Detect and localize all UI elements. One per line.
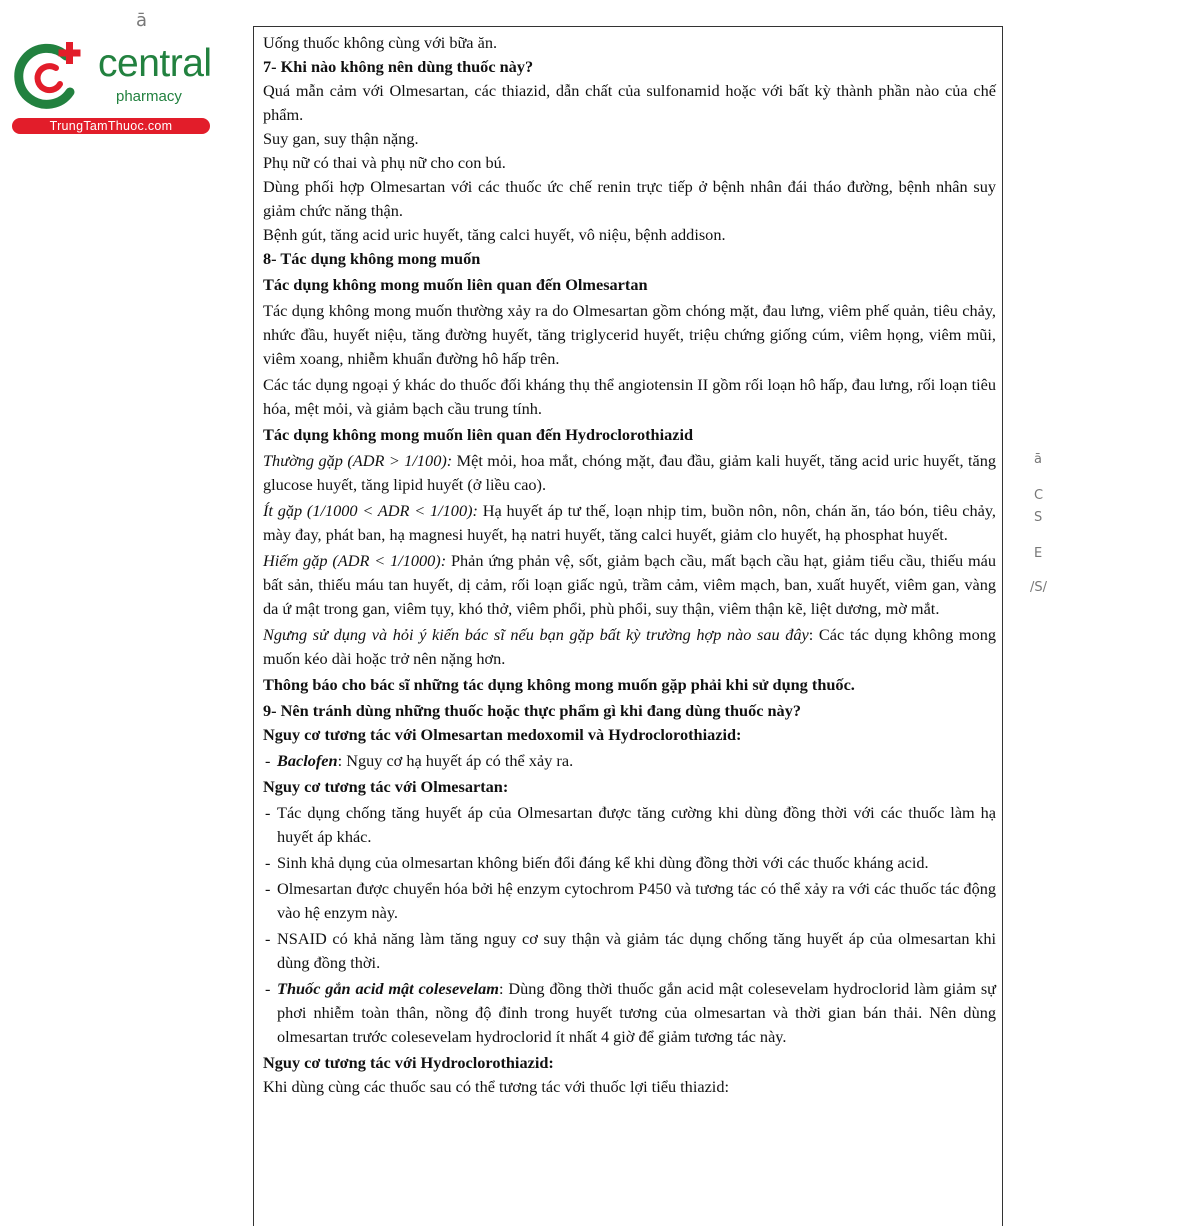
line-text: Nguy cơ tương tác với Olmesartan: — [263, 777, 509, 796]
document-line — [263, 699, 996, 723]
document-line — [263, 673, 996, 697]
document-line — [263, 775, 996, 799]
line-text: Hạ huyết áp tư thế, loạn nhịp tim, buồn nôn, nôn, chán ăn, táo bón, tiêu chảy, mày đay, phát ban, hạ magnesi huyết, hạ natri huyết, tăng calci huyết, giảm clo huyết, hạ phosphat huyết. — [263, 501, 996, 544]
line-text: Tác dụng chống tăng huyết áp của Olmesartan được tăng cường khi dùng đồng thời với các thuốc làm hạ huyết áp khác. — [277, 803, 996, 846]
margin-mark-3: E — [1034, 546, 1043, 561]
list-item — [263, 877, 996, 925]
line-text: 9- Nên tránh dùng những thuốc hoặc thực phẩm gì khi đang dùng thuốc này? — [263, 701, 801, 720]
list-item — [263, 977, 996, 1049]
list-item — [263, 749, 996, 773]
line-text: 7- Khi nào không nên dùng thuốc này? — [263, 57, 534, 76]
line-text: Mệt mỏi, hoa mắt, chóng mặt, đau đầu, giảm kali huyết, tăng acid uric huyết, tăng glucose huyết, tăng lipid huyết (ở liều cao). — [263, 451, 996, 494]
line-text: Sinh khả dụng của olmesartan không biến đổi đáng kể khi dùng đồng thời với các thuốc kháng acid. — [277, 853, 929, 872]
line-text: Bệnh gút, tăng acid uric huyết, tăng calci huyết, vô niệu, bệnh addison. — [263, 225, 726, 244]
line-text: Tác dụng không mong muốn liên quan đến Hydroclorothiazid — [263, 425, 694, 444]
document-line — [263, 31, 996, 55]
line-text: NSAID có khả năng làm tăng nguy cơ suy thận và giảm tác dụng chống tăng huyết áp của olmesartan khi dùng đồng thời. — [277, 929, 996, 972]
brand-logo — [12, 38, 212, 138]
document-line — [263, 1051, 996, 1075]
document-line — [263, 273, 996, 297]
brand-website: TrungTamThuoc.com — [12, 118, 210, 134]
document-line — [263, 79, 996, 127]
line-text: Tác dụng không mong muốn liên quan đến Olmesartan — [263, 275, 648, 294]
line-text: Dùng phối hợp Olmesartan với các thuốc ức chế renin trực tiếp ở bệnh nhân đái tháo đường, bệnh nhân suy giảm chức năng thận. — [263, 177, 996, 220]
line-text: Nguy cơ tương tác với Hydroclorothiazid: — [263, 1053, 554, 1072]
line-text: Quá mẫn cảm với Olmesartan, các thiazid, dẫn chất của sulfonamid hoặc với bất kỳ thành phần nào của chế phẩm. — [263, 81, 996, 124]
margin-mark-4: /S/ — [1030, 580, 1048, 595]
line-text: Các tác dụng ngoại ý khác do thuốc đối kháng thụ thể angiotensin II gồm rối loạn hô hấp, đau lưng, rối loạn tiêu hóa, mệt mỏi, và giảm bạch cầu trung tính. — [263, 375, 996, 418]
line-text: 8- Tác dụng không mong muốn — [263, 249, 481, 268]
italic-lead: Ngưng sử dụng và hỏi ý kiến bác sĩ nếu bạn gặp bất kỳ trường hợp nào sau đây — [263, 625, 809, 644]
line-text: Nguy cơ tương tác với Olmesartan medoxomil và Hydroclorothiazid: — [263, 725, 742, 744]
brand-subtitle: pharmacy — [116, 88, 182, 105]
line-text: Tác dụng không mong muốn thường xảy ra do Olmesartan gồm chóng mặt, đau lưng, viêm phế quản, tiêu chảy, nhức đầu, huyết niệu, tăng đường huyết, tăng triglycerid huyết, triệu chứng giống cúm, viêm họng, viêm mũi, viêm xoang, nhiễm khuẩn đường hô hấp trên. — [263, 301, 996, 368]
line-text: Phụ nữ có thai và phụ nữ cho con bú. — [263, 153, 506, 172]
margin-mark-1: C — [1034, 488, 1044, 503]
document-line — [263, 151, 996, 175]
line-text: : Dùng đồng thời thuốc gắn acid mật colesevelam hydroclorid làm giảm sự phơi nhiễm toàn thân, nồng độ đỉnh trong huyết tương của olmesartan và thời gian bán thải. Nên dùng olmesartan trước colesevelam hydroclorid ít nhất 4 giờ để giảm tương tác này. — [277, 979, 997, 1046]
document-line — [263, 55, 996, 79]
bold-italic-lead: Baclofen — [277, 751, 338, 770]
pharmacy-cross-logo-icon — [12, 38, 88, 114]
list-item — [263, 927, 996, 975]
line-text: Thông báo cho bác sĩ những tác dụng không mong muốn gặp phải khi sử dụng thuốc. — [263, 675, 855, 694]
line-text: Khi dùng cùng các thuốc sau có thể tương tác với thuốc lợi tiểu thiazid: — [263, 1077, 729, 1096]
line-text: : Nguy cơ hạ huyết áp có thể xảy ra. — [337, 751, 574, 770]
italic-lead: Thường gặp (ADR > 1/100): — [263, 451, 453, 470]
document-line — [263, 449, 996, 497]
document-line — [263, 127, 996, 151]
document-line — [263, 175, 996, 223]
italic-lead: Ít gặp (1/1000 < ADR < 1/100): — [263, 501, 478, 520]
document-content — [254, 27, 1002, 1099]
margin-mark-0: ā — [1034, 452, 1042, 467]
line-text: Olmesartan được chuyển hóa bởi hệ enzym cytochrom P450 và tương tác có thể xảy ra với các thuốc tác động vào hệ enzym này. — [277, 879, 996, 922]
line-text: Phản ứng phản vệ, sốt, giảm bạch cầu, mất bạch cầu hạt, giảm tiểu cầu, thiếu máu bất sản, thiếu máu tan huyết, dị cảm, rối loạn giấc ngủ, trầm cảm, viêm mạch, ban, xuất huyết, viêm gan, vàng da ứ mật trong gan, viêm tụy, khó thở, viêm phổi, phù phổi, suy thận, viêm thận kẽ, liệt dương, mờ mắt. — [263, 551, 996, 618]
document-line — [263, 223, 996, 247]
list-item — [263, 801, 996, 849]
document-line — [263, 549, 996, 621]
document-line — [263, 423, 996, 447]
document-line — [263, 373, 996, 421]
document-page — [253, 26, 1003, 1226]
scan-mark-top: ā — [136, 10, 148, 31]
line-text: Uống thuốc không cùng với bữa ăn. — [263, 33, 498, 52]
document-line — [263, 1075, 996, 1099]
document-line — [263, 623, 996, 671]
italic-lead: Hiếm gặp (ADR < 1/1000): — [263, 551, 447, 570]
brand-name: central — [98, 42, 212, 85]
document-line — [263, 723, 996, 747]
document-line — [263, 247, 996, 271]
list-item — [263, 851, 996, 875]
bold-italic-lead: Thuốc gắn acid mật colesevelam — [277, 979, 499, 998]
document-line — [263, 299, 996, 371]
line-text: Suy gan, suy thận nặng. — [263, 129, 419, 148]
document-line — [263, 499, 996, 547]
margin-mark-2: S — [1034, 510, 1043, 525]
line-text: : Các tác dụng không mong muốn kéo dài hoặc trở nên nặng hơn. — [263, 625, 996, 668]
